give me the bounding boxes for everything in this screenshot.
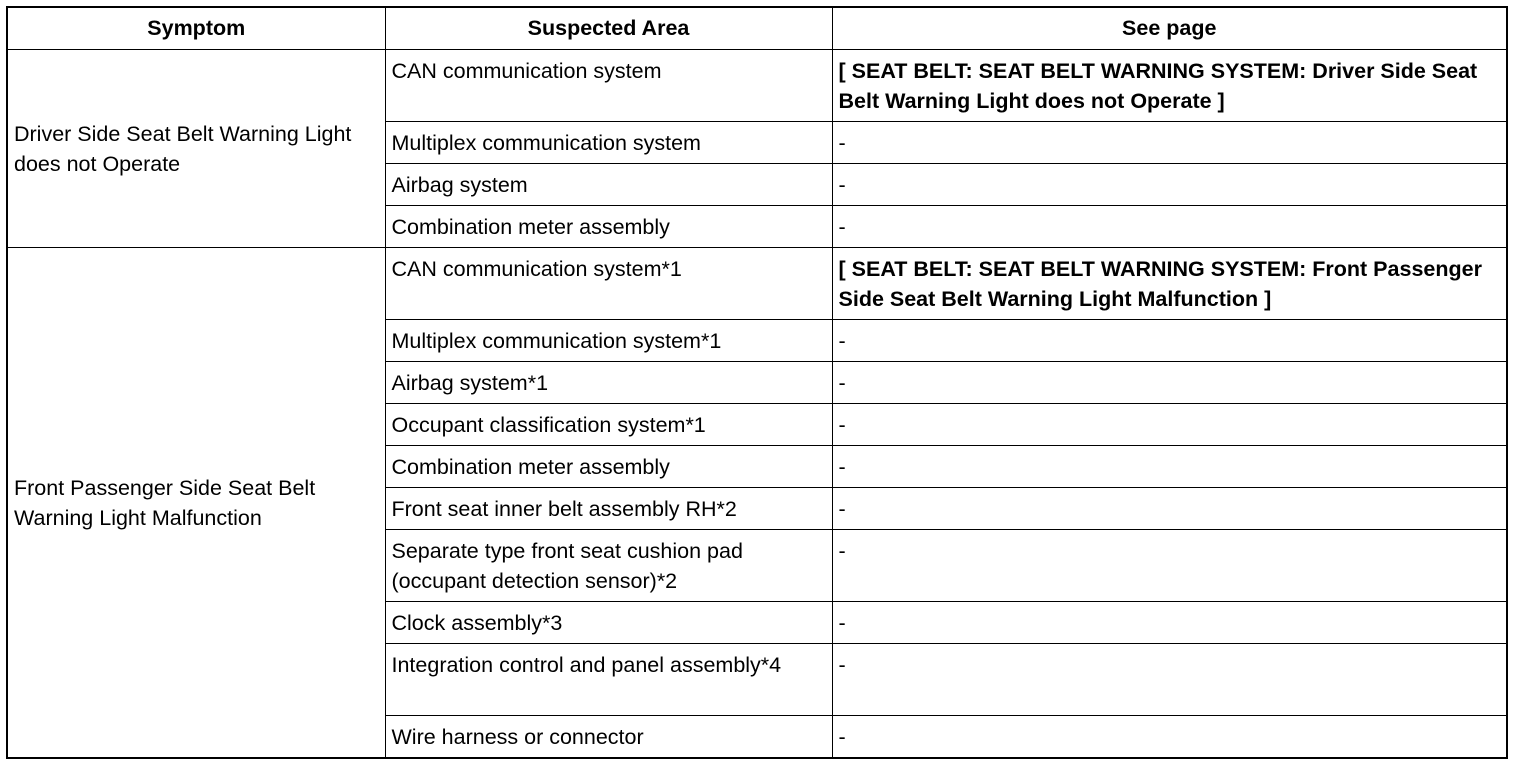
table-row — [7, 49, 1507, 121]
see-page-cell: - — [832, 715, 1507, 758]
see-page-cell: - — [832, 205, 1507, 247]
suspected-area-cell: Airbag system*1 — [385, 361, 832, 403]
see-page-cell: - — [832, 643, 1507, 715]
see-page-cell: - — [832, 121, 1507, 163]
suspected-area-cell: Wire harness or connector — [385, 715, 832, 758]
symptom-table — [6, 6, 1508, 759]
suspected-area-cell: Combination meter assembly — [385, 445, 832, 487]
see-page-link[interactable]: [ SEAT BELT: SEAT BELT WARNING SYSTEM: Front Passenger Side Seat Belt Warning Light Malfunction ] — [832, 247, 1507, 319]
see-page-link[interactable]: [ SEAT BELT: SEAT BELT WARNING SYSTEM: Driver Side Seat Belt Warning Light does not Operate ] — [832, 49, 1507, 121]
header-see-page: See page — [832, 7, 1507, 49]
suspected-area-cell: Occupant classification system*1 — [385, 403, 832, 445]
suspected-area-cell: Separate type front seat cushion pad (occupant detection sensor)*2 — [385, 529, 832, 601]
header-suspected-area: Suspected Area — [385, 7, 832, 49]
suspected-area-cell: CAN communication system — [385, 49, 832, 121]
suspected-area-cell: Multiplex communication system*1 — [385, 319, 832, 361]
table-body — [7, 49, 1507, 758]
see-page-cell: - — [832, 361, 1507, 403]
see-page-cell: - — [832, 445, 1507, 487]
symptom-cell: Front Passenger Side Seat Belt Warning Light Malfunction — [7, 247, 385, 758]
suspected-area-cell: Front seat inner belt assembly RH*2 — [385, 487, 832, 529]
see-page-cell: - — [832, 487, 1507, 529]
header-row — [7, 7, 1507, 49]
table-row — [7, 247, 1507, 319]
suspected-area-cell: Integration control and panel assembly*4 — [385, 643, 832, 715]
see-page-cell: - — [832, 529, 1507, 601]
see-page-cell: - — [832, 601, 1507, 643]
suspected-area-cell: CAN communication system*1 — [385, 247, 832, 319]
symptom-cell: Driver Side Seat Belt Warning Light does not Operate — [7, 49, 385, 247]
suspected-area-cell: Combination meter assembly — [385, 205, 832, 247]
see-page-cell: - — [832, 319, 1507, 361]
suspected-area-cell: Airbag system — [385, 163, 832, 205]
header-symptom: Symptom — [7, 7, 385, 49]
suspected-area-cell: Clock assembly*3 — [385, 601, 832, 643]
suspected-area-cell: Multiplex communication system — [385, 121, 832, 163]
see-page-cell: - — [832, 403, 1507, 445]
see-page-cell: - — [832, 163, 1507, 205]
